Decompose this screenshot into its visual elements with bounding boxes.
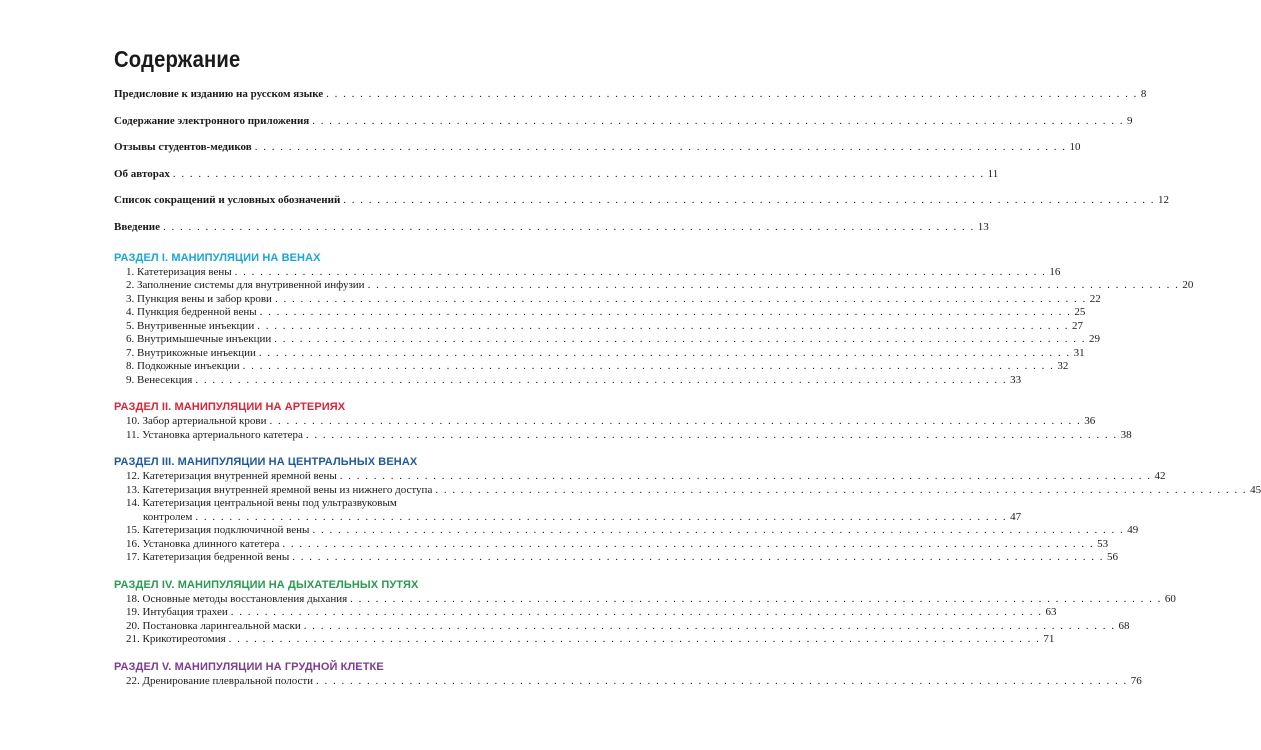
entry-title: 17. Катетеризация бедренной вены	[126, 551, 290, 563]
dot-leader: . . . . . . . . . . . . . . . . . . . . . . . . . . . . . . . . . . . . . . . . . . . . . . . . . . . . . . . . . . . . . . . . . . . . . . . . . . . . . . . . . . . . . . . . . . . . . . . .	[234, 265, 1047, 278]
entry-title: 11. Установка артериального катетера	[126, 428, 303, 441]
page-number: 56	[1106, 551, 1118, 563]
dot-leader: . . . . . . . . . . . . . . . . . . . . . . . . . . . . . . . . . . . . . . . . . . . . . . . . . . . . . . . . . . . . . . . . . . . . . . . . . . . . . . . . . . . . . . . . . . . . . . . .	[257, 319, 1069, 332]
toc-entry[interactable]	[126, 606, 1057, 620]
entry-title-continued: контролем	[143, 510, 193, 523]
dot-leader: . . . . . . . . . . . . . . . . . . . . . . . . . . . . . . . . . . . . . . . . . . . . . . . . . . . . . . . . . . . . . . . . . . . . . . . . . . . . . . . . . . . . . . . . . . . . . . . .	[435, 483, 1248, 496]
entry-title: 18. Основные методы восстановления дыхания	[126, 592, 348, 605]
page-number: 71	[1043, 633, 1055, 645]
dot-leader: . . . . . . . . . . . . . . . . . . . . . . . . . . . . . . . . . . . . . . . . . . . . . . . . . . . . . . . . . . . . . . . . . . . . . . . . . . . . . . . . . . . . . . . . . . . . . . . .	[282, 537, 1095, 550]
page-number: 13	[977, 220, 989, 233]
page-number: 8	[1140, 88, 1147, 100]
toc-section	[114, 660, 1142, 689]
dot-leader: . . . . . . . . . . . . . . . . . . . . . . . . . . . . . . . . . . . . . . . . . . . . . . . . . . . . . . . . . . . . . . . . . . . . . . . . . . . . . . . . . . . . . . . . . . . . . . . .	[312, 114, 1125, 127]
page-number: 45	[1250, 483, 1261, 496]
page-number: 38	[1120, 428, 1132, 441]
toc-entry[interactable]	[126, 279, 1194, 293]
section-heading: РАЗДЕЛ III. МАНИПУЛЯЦИИ НА ЦЕНТРАЛЬНЫХ ВЕНАХ	[114, 456, 418, 468]
page-number: 10	[1069, 141, 1081, 153]
toc-entry[interactable]	[126, 619, 1130, 634]
page-number: 31	[1073, 346, 1085, 359]
toc-entry[interactable]	[114, 141, 1081, 154]
toc-entry[interactable]	[114, 194, 1170, 207]
entry-title: Содержание электронного приложения	[114, 114, 310, 127]
entry-title: 12. Катетеризация внутренней яремной вены	[126, 470, 337, 482]
dot-leader: . . . . . . . . . . . . . . . . . . . . . . . . . . . . . . . . . . . . . . . . . . . . . . . . . . . . . . . . . . . . . . . . . . . . . . . . . . . . . . . . . . . . . . . . . . . . . . . .	[259, 306, 1072, 318]
dot-leader: . . . . . . . . . . . . . . . . . . . . . . . . . . . . . . . . . . . . . . . . . . . . . . . . . . . . . . . . . . . . . . . . . . . . . . . . . . . . . . . . . . . . . . . . . . . . . . . .	[343, 194, 1156, 206]
sections-list	[114, 251, 1261, 689]
entry-title: 8. Подкожные инъекции	[126, 360, 240, 372]
dot-leader: . . . . . . . . . . . . . . . . . . . . . . . . . . . . . . . . . . . . . . . . . . . . . . . . . . . . . . . . . . . . . . . . . . . . . . . . . . . . . . . . . . . . . . . . . . . . . . . .	[350, 592, 1162, 605]
page-number: 12	[1158, 194, 1170, 206]
toc-entry[interactable]	[126, 346, 1085, 361]
dot-leader: . . . . . . . . . . . . . . . . . . . . . . . . . . . . . . . . . . . . . . . . . . . . . . . . . . . . . . . . . . . . . . . . . . . . . . . . . . . . . . . . . . . . . . . . . . . . . . . .	[367, 279, 1180, 291]
toc-entry[interactable]	[126, 415, 1096, 429]
section-entries	[126, 674, 1142, 689]
dot-leader: . . . . . . . . . . . . . . . . . . . . . . . . . . . . . . . . . . . . . . . . . . . . . . . . . . . . . . . . . . . . . . . . . . . . . . . . . . . . . . . . . . . . . . . . . . . . . . . .	[269, 415, 1082, 427]
toc-entry[interactable]	[126, 319, 1083, 334]
dot-leader: . . . . . . . . . . . . . . . . . . . . . . . . . . . . . . . . . . . . . . . . . . . . . . . . . . . . . . . . . . . . . . . . . . . . . . . . . . . . . . . . . . . . . . . . . . . . . . . .	[274, 333, 1087, 345]
toc-entry[interactable]	[126, 537, 1109, 552]
toc-entry[interactable]	[126, 292, 1101, 307]
entry-title: 1. Катетеризация вены	[126, 265, 232, 278]
toc-entry[interactable]	[114, 114, 1133, 128]
toc-entry[interactable]	[114, 220, 989, 234]
toc-entry[interactable]	[126, 373, 1022, 388]
dot-leader: . . . . . . . . . . . . . . . . . . . . . . . . . . . . . . . . . . . . . . . . . . . . . . . . . . . . . . . . . . . . . . . . . . . . . . . . . . . . . . . . . . . . . . . . . . . . . . . .	[230, 606, 1043, 618]
dot-leader: . . . . . . . . . . . . . . . . . . . . . . . . . . . . . . . . . . . . . . . . . . . . . . . . . . . . . . . . . . . . . . . . . . . . . . . . . . . . . . . . . . . . . . . . . . . . . . . .	[274, 292, 1087, 305]
toc-entry[interactable]	[126, 551, 1118, 565]
page-number: 16	[1049, 265, 1061, 278]
entry-title: 2. Заполнение системы для внутривенной инфузии	[126, 279, 365, 291]
dot-leader: . . . . . . . . . . . . . . . . . . . . . . . . . . . . . . . . . . . . . . . . . . . . . . . . . . . . . . . . . . . . . . . . . . . . . . . . . . . . . . . . . . . . . . . . . . . . . . . .	[242, 360, 1055, 372]
section-entries	[126, 592, 1176, 647]
page-number: 27	[1071, 319, 1083, 332]
entry-title: 3. Пункция вены и забор крови	[126, 292, 272, 305]
toc-entry[interactable]	[126, 428, 1132, 443]
entry-title: 10. Забор артериальной крови	[126, 415, 267, 427]
entry-title: 7. Внутрикожные инъекции	[126, 346, 256, 359]
entry-title: 4. Пункция бедренной вены	[126, 306, 257, 318]
toc-entry[interactable]	[126, 592, 1176, 607]
page-number: 29	[1089, 333, 1101, 345]
page-number: 9	[1127, 114, 1133, 127]
dot-leader: . . . . . . . . . . . . . . . . . . . . . . . . . . . . . . . . . . . . . . . . . . . . . . . . . . . . . . . . . . . . . . . . . . . . . . . . . . . . . . . . . . . . . . . . . . . . . . . .	[258, 346, 1071, 359]
table-of-contents	[114, 88, 1261, 701]
dot-leader: . . . . . . . . . . . . . . . . . . . . . . . . . . . . . . . . . . . . . . . . . . . . . . . . . . . . . . . . . . . . . . . . . . . . . . . . . . . . . . . . . . . . . . . . . . . . . . . .	[195, 373, 1008, 386]
dot-leader: . . . . . . . . . . . . . . . . . . . . . . . . . . . . . . . . . . . . . . . . . . . . . . . . . . . . . . . . . . . . . . . . . . . . . . . . . . . . . . . . . . . . . . . . . . . . . . . .	[326, 88, 1138, 100]
dot-leader: . . . . . . . . . . . . . . . . . . . . . . . . . . . . . . . . . . . . . . . . . . . . . . . . . . . . . . . . . . . . . . . . . . . . . . . . . . . . . . . . . . . . . . . . . . . . . . . .	[195, 510, 1008, 523]
section-heading: РАЗДЕЛ II. МАНИПУЛЯЦИИ НА АРТЕРИЯХ	[114, 401, 346, 413]
entry-title: 14. Катетеризация центральной вены под ультразвуковым	[126, 497, 397, 509]
page-number: 68	[1118, 619, 1130, 632]
page-number: 20	[1182, 279, 1194, 291]
section-heading: РАЗДЕЛ IV. МАНИПУЛЯЦИИ НА ДЫХАТЕЛЬНЫХ ПУТЯХ	[114, 578, 419, 591]
toc-entry[interactable]	[126, 633, 1055, 647]
toc-section	[114, 578, 1176, 647]
entry-title: 16. Установка длинного катетера	[126, 537, 280, 550]
entry-title: 21. Крикотиреотомия	[126, 633, 226, 645]
dot-leader: . . . . . . . . . . . . . . . . . . . . . . . . . . . . . . . . . . . . . . . . . . . . . . . . . . . . . . . . . . . . . . . . . . . . . . . . . . . . . . . . . . . . . . . . . . . . . . . .	[303, 619, 1116, 632]
dot-leader: . . . . . . . . . . . . . . . . . . . . . . . . . . . . . . . . . . . . . . . . . . . . . . . . . . . . . . . . . . . . . . . . . . . . . . . . . . . . . . . . . . . . . . . . . . . . . . . .	[228, 633, 1041, 645]
toc-entry[interactable]	[126, 497, 1022, 524]
entry-title: 20. Постановка ларингеальной маски	[126, 619, 301, 632]
toc-entry[interactable]	[126, 483, 1261, 498]
entry-title: Введение	[114, 220, 161, 233]
page-number: 36	[1084, 415, 1096, 427]
dot-leader: . . . . . . . . . . . . . . . . . . . . . . . . . . . . . . . . . . . . . . . . . . . . . . . . . . . . . . . . . . . . . . . . . . . . . . . . . . . . . . . . . . . . . . . . . . . . . . . .	[292, 551, 1104, 563]
toc-entry[interactable]	[126, 524, 1139, 538]
toc-section	[114, 251, 1194, 388]
dot-leader: . . . . . . . . . . . . . . . . . . . . . . . . . . . . . . . . . . . . . . . . . . . . . . . . . . . . . . . . . . . . . . . . . . . . . . . . . . . . . . . . . . . . . . . . . . . . . . . .	[339, 470, 1152, 482]
toc-section	[114, 455, 1261, 565]
page-number: 25	[1074, 306, 1086, 318]
section-entries	[126, 265, 1194, 388]
entry-line	[126, 497, 500, 511]
entry-title: 19. Интубация трахеи	[126, 606, 228, 618]
toc-entry[interactable]	[126, 674, 1142, 689]
toc-entry[interactable]	[126, 306, 1086, 320]
dot-leader: . . . . . . . . . . . . . . . . . . . . . . . . . . . . . . . . . . . . . . . . . . . . . . . . . . . . . . . . . . . . . . . . . . . . . . . . . . . . . . . . . . . . . . . . . . . . . . . .	[312, 524, 1125, 536]
page-number: 76	[1130, 674, 1142, 687]
dot-leader: . . . . . . . . . . . . . . . . . . . . . . . . . . . . . . . . . . . . . . . . . . . . . . . . . . . . . . . . . . . . . . . . . . . . . . . . . . . . . . . . . . . . . . . . . . . . . . . .	[316, 674, 1128, 687]
entry-title: Список сокращений и условных обозначений	[114, 194, 341, 206]
page-number: 60	[1164, 592, 1176, 605]
front-matter-list	[114, 88, 1170, 234]
entry-title: Предисловие к изданию на русском языке	[114, 88, 324, 100]
entry-title: Отзывы студентов-медиков	[114, 141, 252, 153]
page-number: 33	[1010, 373, 1022, 386]
page-title: Содержание	[114, 46, 241, 72]
toc-entry[interactable]	[114, 88, 1147, 101]
toc-entry[interactable]	[126, 360, 1069, 374]
page-number: 63	[1045, 606, 1057, 618]
entry-title: 22. Дренирование плевральной полости	[126, 674, 314, 687]
section-heading: РАЗДЕЛ V. МАНИПУЛЯЦИИ НА ГРУДНОЙ КЛЕТКЕ	[114, 660, 384, 673]
entry-title: 6. Внутримышечные инъекции	[126, 333, 272, 345]
entry-title: Об авторах	[114, 167, 170, 180]
section-heading: РАЗДЕЛ I. МАНИПУЛЯЦИИ НА ВЕНАХ	[114, 251, 321, 264]
section-entries	[126, 415, 1132, 442]
entry-title: 5. Внутривенные инъекции	[126, 319, 255, 332]
page-number: 32	[1057, 360, 1069, 372]
entry-title: 15. Катетеризация подключичной вены	[126, 524, 310, 536]
page-number: 11	[987, 167, 999, 180]
section-entries	[126, 470, 1261, 565]
toc-entry[interactable]	[114, 167, 999, 181]
toc-entry[interactable]	[126, 470, 1166, 484]
dot-leader: . . . . . . . . . . . . . . . . . . . . . . . . . . . . . . . . . . . . . . . . . . . . . . . . . . . . . . . . . . . . . . . . . . . . . . . . . . . . . . . . . . . . . . . . . . . . . . . .	[163, 220, 975, 233]
dot-leader: . . . . . . . . . . . . . . . . . . . . . . . . . . . . . . . . . . . . . . . . . . . . . . . . . . . . . . . . . . . . . . . . . . . . . . . . . . . . . . . . . . . . . . . . . . . . . . . .	[172, 167, 985, 180]
toc-entry[interactable]	[126, 333, 1101, 347]
page-number: 47	[1010, 510, 1022, 523]
dot-leader: . . . . . . . . . . . . . . . . . . . . . . . . . . . . . . . . . . . . . . . . . . . . . . . . . . . . . . . . . . . . . . . . . . . . . . . . . . . . . . . . . . . . . . . . . . . . . . . .	[305, 428, 1118, 441]
page-number: 22	[1089, 292, 1101, 305]
entry-title: 9. Венесекция	[126, 373, 193, 386]
page-number: 53	[1097, 537, 1109, 550]
entry-line	[126, 510, 1022, 525]
dot-leader: . . . . . . . . . . . . . . . . . . . . . . . . . . . . . . . . . . . . . . . . . . . . . . . . . . . . . . . . . . . . . . . . . . . . . . . . . . . . . . . . . . . . . . . . . . . . . . . .	[254, 141, 1067, 153]
toc-section	[114, 400, 1132, 442]
page-number: 49	[1127, 524, 1139, 536]
page-number: 42	[1154, 470, 1166, 482]
entry-title: 13. Катетеризация внутренней яремной вены из нижнего доступа	[126, 483, 433, 496]
toc-entry[interactable]	[126, 265, 1061, 280]
